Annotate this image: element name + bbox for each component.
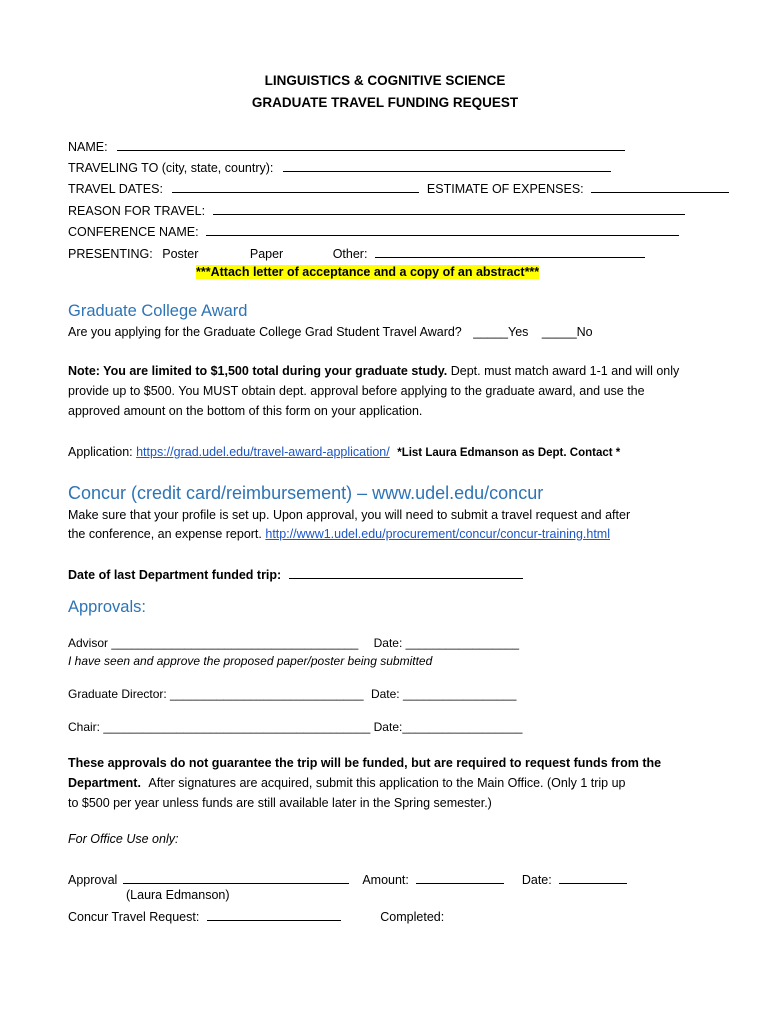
limit-note-text: Dept. must match award 1-1 and will only [450, 364, 680, 378]
approval-warning-dept: Department. [68, 776, 141, 790]
travel-dates-input[interactable] [172, 179, 419, 193]
last-trip-input[interactable] [289, 565, 523, 579]
last-trip-label: Date of last Department funded trip: [68, 568, 282, 582]
grad-award-heading: Graduate College Award [68, 302, 248, 320]
grad-award-question-row [68, 325, 593, 339]
conference-label: CONFERENCE NAME: [68, 225, 199, 239]
traveling-to-input[interactable] [283, 158, 611, 172]
chair-date[interactable]: Date:__________________ [373, 720, 523, 734]
presenting-row [68, 244, 645, 261]
travel-dates-label: TRAVEL DATES: [68, 182, 163, 196]
travel-dates-row [68, 179, 729, 196]
office-approval-row [68, 870, 627, 887]
name-input[interactable] [117, 137, 625, 151]
estimate-input[interactable] [591, 179, 729, 193]
presenting-label: PRESENTING: [68, 247, 153, 261]
office-amount-label: Amount: [362, 873, 409, 887]
approval-warning-line1: These approvals do not guarantee the trip will be funded, but are required to request funds from the [68, 756, 662, 770]
advisor-signature[interactable]: Advisor _____________________________________ [68, 636, 359, 650]
office-use-heading: For Office Use only: [68, 832, 179, 846]
application-link[interactable]: https://grad.udel.edu/travel-award-application/ [136, 445, 390, 459]
director-row [68, 687, 516, 701]
form-title-line1: LINGUISTICS & COGNITIVE SCIENCE [264, 73, 506, 88]
reason-label: REASON FOR TRAVEL: [68, 204, 206, 218]
office-date-label: Date: [521, 873, 552, 887]
limit-note-line2: provide up to $500. You MUST obtain dept. approval before applying to the graduate award, and use the [68, 384, 645, 398]
estimate-label: ESTIMATE OF EXPENSES: [426, 182, 584, 196]
office-concur-input[interactable] [207, 907, 341, 921]
application-label: Application: [68, 445, 133, 459]
approval-warning-line3: to $500 per year unless funds are still available later in the Spring semester.) [68, 796, 492, 810]
reason-input[interactable] [213, 201, 685, 215]
chair-row [68, 720, 522, 734]
advisor-date[interactable]: Date: _________________ [373, 636, 520, 650]
grad-award-question: Are you applying for the Graduate College Grad Student Travel Award? [68, 325, 462, 339]
grad-award-yes[interactable]: _____Yes [473, 325, 529, 339]
poster-option[interactable]: Poster [162, 247, 199, 261]
approval-warning-line2 [68, 776, 626, 790]
concur-line2: the conference, an expense report. [68, 527, 262, 541]
name-field-row [68, 137, 625, 154]
office-date-input[interactable] [559, 870, 627, 884]
advisor-note: I have seen and approve the proposed paper/poster being submitted [68, 654, 433, 668]
other-input[interactable] [375, 244, 645, 258]
office-approver-name: (Laura Edmanson) [126, 888, 230, 902]
director-signature[interactable]: Graduate Director: _____________________________ [68, 687, 364, 701]
concur-training-link[interactable]: http://www1.udel.edu/procurement/concur/concur-training.html [265, 527, 610, 541]
approval-warning-rest: After signatures are acquired, submit this application to the Main Office. (Only 1 trip up [148, 776, 626, 790]
limit-note-line1 [68, 364, 679, 378]
director-date[interactable]: Date: _________________ [370, 687, 517, 701]
attach-note [196, 265, 539, 279]
advisor-row [68, 636, 519, 650]
office-concur-row [68, 907, 444, 924]
office-approval-label: Approval [68, 873, 118, 887]
office-concur-label: Concur Travel Request: [68, 910, 200, 924]
name-label: NAME: [68, 140, 108, 154]
office-amount-input[interactable] [416, 870, 504, 884]
chair-signature[interactable]: Chair: ________________________________________ [68, 720, 371, 734]
conference-input[interactable] [206, 222, 679, 236]
grad-award-no[interactable]: _____No [541, 325, 593, 339]
conference-row [68, 222, 679, 239]
attach-note-text: ***Attach letter of acceptance and a copy of an abstract*** [196, 265, 540, 279]
limit-note-bold: Note: You are limited to $1,500 total during your graduate study. [68, 364, 448, 378]
office-approval-input[interactable] [123, 870, 349, 884]
application-row [68, 445, 620, 459]
form-title-line2: GRADUATE TRAVEL FUNDING REQUEST [251, 95, 519, 110]
office-completed-label[interactable]: Completed: [380, 910, 445, 924]
concur-line2-row [68, 527, 610, 541]
concur-heading: Concur (credit card/reimbursement) – www.udel.edu/concur [68, 483, 544, 503]
approvals-heading: Approvals: [68, 598, 146, 616]
concur-line1: Make sure that your profile is set up. Upon approval, you will need to submit a travel request and after [68, 508, 631, 522]
dept-contact-note: *List Laura Edmanson as Dept. Contact * [397, 447, 621, 459]
reason-row [68, 201, 685, 218]
traveling-to-label: TRAVELING TO (city, state, country): [68, 161, 274, 175]
other-label: Other: [332, 247, 368, 261]
traveling-to-row [68, 158, 611, 175]
last-trip-row [68, 565, 523, 582]
paper-option[interactable]: Paper [249, 247, 284, 261]
limit-note-line3: approved amount on the bottom of this form on your application. [68, 404, 423, 418]
